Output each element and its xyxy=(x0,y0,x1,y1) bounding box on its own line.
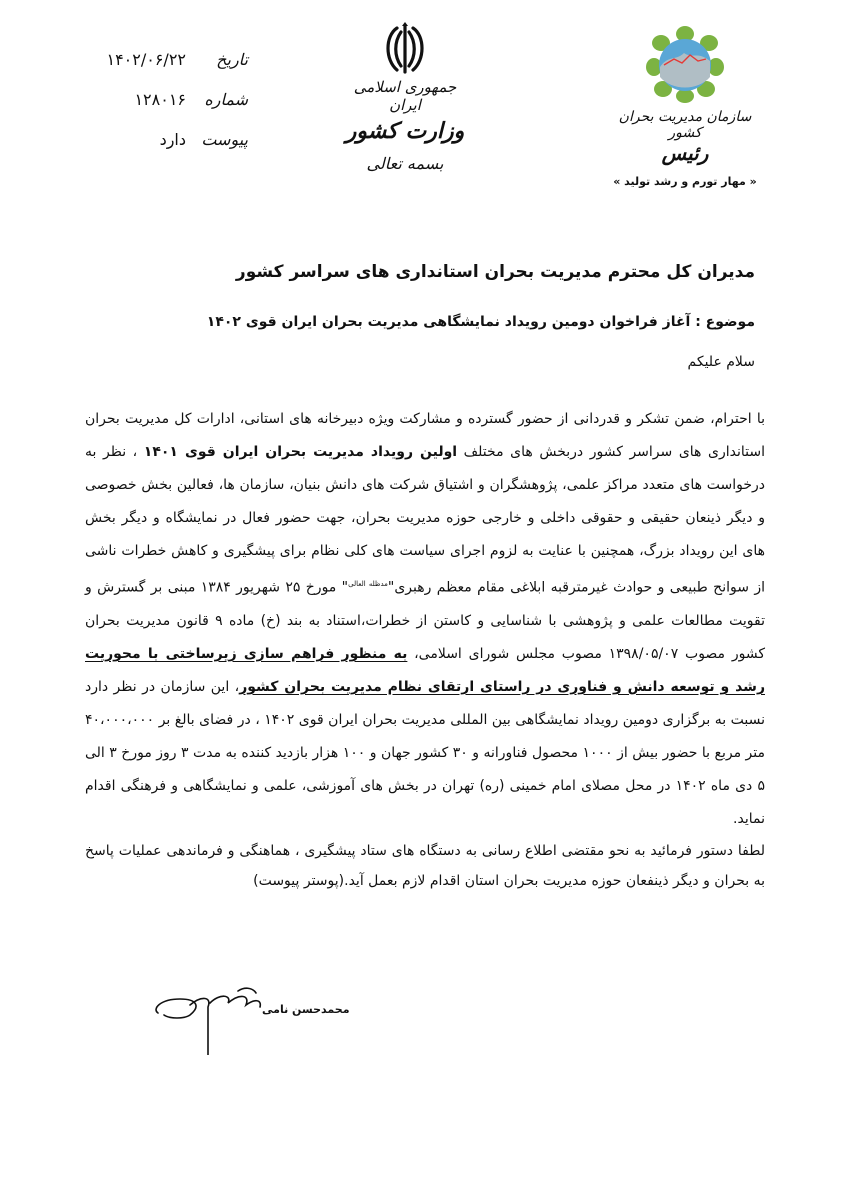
paragraph-text: " مورخ ۲۵ شهریور ۱۳۸۴ مبنی بر گسترش و تقویت مطالعات علمی و پژوهشی با شناسایی و کاستن از خطرات،استناد به بند (خ) ماده ۹ قانون مدیریت بحران کشور مصوب ۱۳۹۸/۰۵/۰۷ مصوب مجلس شورای اسلامی، xyxy=(85,579,765,662)
paragraph-text: ، این سازمان در نظر دارد نسبت به برگزاری دومین رویداد نمایشگاهی بین المللی مدیریت بحران ایران قوی ۱۴۰۲ ، در فضای بالغ بر ۴۰،۰۰۰،۰۰۰ متر مربع با حضور بیش از ۱۰۰۰ محصول فناورانه و ۳۰ کشور جهان و ۱۰۰ هزار بازدید کننده به مدت ۳ روز مورخ ۳ الی ۵ دی ماه ۱۴۰۲ در محل مصلای امام خمینی (ره) تهران در بخش های آموزشی، علمی و نمایشگاهی و فرهنگی اقدام نماید. xyxy=(85,678,765,827)
iran-emblem-icon xyxy=(375,20,435,80)
organization-header xyxy=(610,25,760,188)
paragraph-text: ، نظر به درخواست های متعدد مراکز علمی، پژوهشگران و اشتیاق شرکت های دانش بنیان، سازمان ها، فعالین بخش خصوصی و دیگر ذینعان حقیقی و حقوقی داخلی و خارجی حوزه مدیریت بحران، جهت حضور فعال در نمایشگاه و دیگر بخش های این رویداد بزرگ، همچنین با عنایت به لزوم اجرای سیاست های کلی نظام برای پیشگیری و کاهش خطرات ناشی از سوانح طبیعی و حوادث غیرمترقبه ابلاغی مقام معظم رهبری" xyxy=(85,444,765,596)
date-value: ۱۴۰۲/۰۶/۲۲ xyxy=(106,50,186,69)
request-paragraph: لطفا دستور فرمائید به نحو مقتضی اطلاع رسانی به دستگاه های ستاد پیشگیری ، هماهنگی و فرماندهی عملیات پاسخ به بحران و دیگر ذینفعان حوزه مدیریت بحران استان اقدام لازم بعمل آید.(پوستر پیوست) xyxy=(85,843,765,889)
event-name-bold: اولین رویداد مدیریت بحران ایران قوی ۱۴۰۱ xyxy=(143,444,458,460)
republic-title: جمهوری اسلامی ایران xyxy=(353,78,457,114)
date-label: تاریخ xyxy=(216,50,248,69)
attachment-value: دارد xyxy=(159,130,186,149)
number-value: ۱۲۸۰۱۶ xyxy=(134,90,186,109)
attachment-row xyxy=(98,130,248,170)
ministry-title: وزارت کشور xyxy=(345,118,465,144)
ministry-header xyxy=(345,20,465,173)
number-label: شماره xyxy=(204,90,248,109)
purpose-underlined: به منظور فراهم سازی زیرساختی با محوریت رشد و توسعه دانش و فناوری در راستای ارتقای نظام مدیریت بحران کشور xyxy=(85,645,765,695)
signatory-name: محمدحسن نامی xyxy=(262,1003,350,1016)
honorific-superscript: مدظله العالی xyxy=(348,580,388,588)
date-row xyxy=(98,50,248,90)
signature-icon xyxy=(150,985,270,1055)
subject-line: موضوع : آغاز فراخوان دومین رویداد نمایشگاهی مدیریت بحران ایران قوی ۱۴۰۲ xyxy=(206,314,755,330)
year-slogan: « مهار تورم و رشد تولید » xyxy=(613,175,757,188)
attachment-label: پیوست xyxy=(201,130,248,149)
number-row xyxy=(98,90,248,130)
recipient-line: مدیران کل محترم مدیریت بحران استانداری های سراسر کشور xyxy=(235,262,755,282)
greeting: سلام علیکم xyxy=(687,354,755,370)
basmala: بسمه تعالی xyxy=(366,154,444,173)
crisis-management-logo-icon xyxy=(646,25,724,103)
main-paragraph xyxy=(85,403,765,836)
organization-name: سازمان مدیریت بحران کشور xyxy=(618,109,752,141)
letter-meta xyxy=(98,50,248,170)
paragraph-text: با احترام، ضمن تشکر و قدردانی از حضور گسترده و مشارکت ویژه دبیرخانه های استانی، ادارات کل مدیریت بحران استانداری های سراسر کشور دربخش های مختلف xyxy=(85,411,765,460)
organization-role: رئیس xyxy=(661,141,709,165)
